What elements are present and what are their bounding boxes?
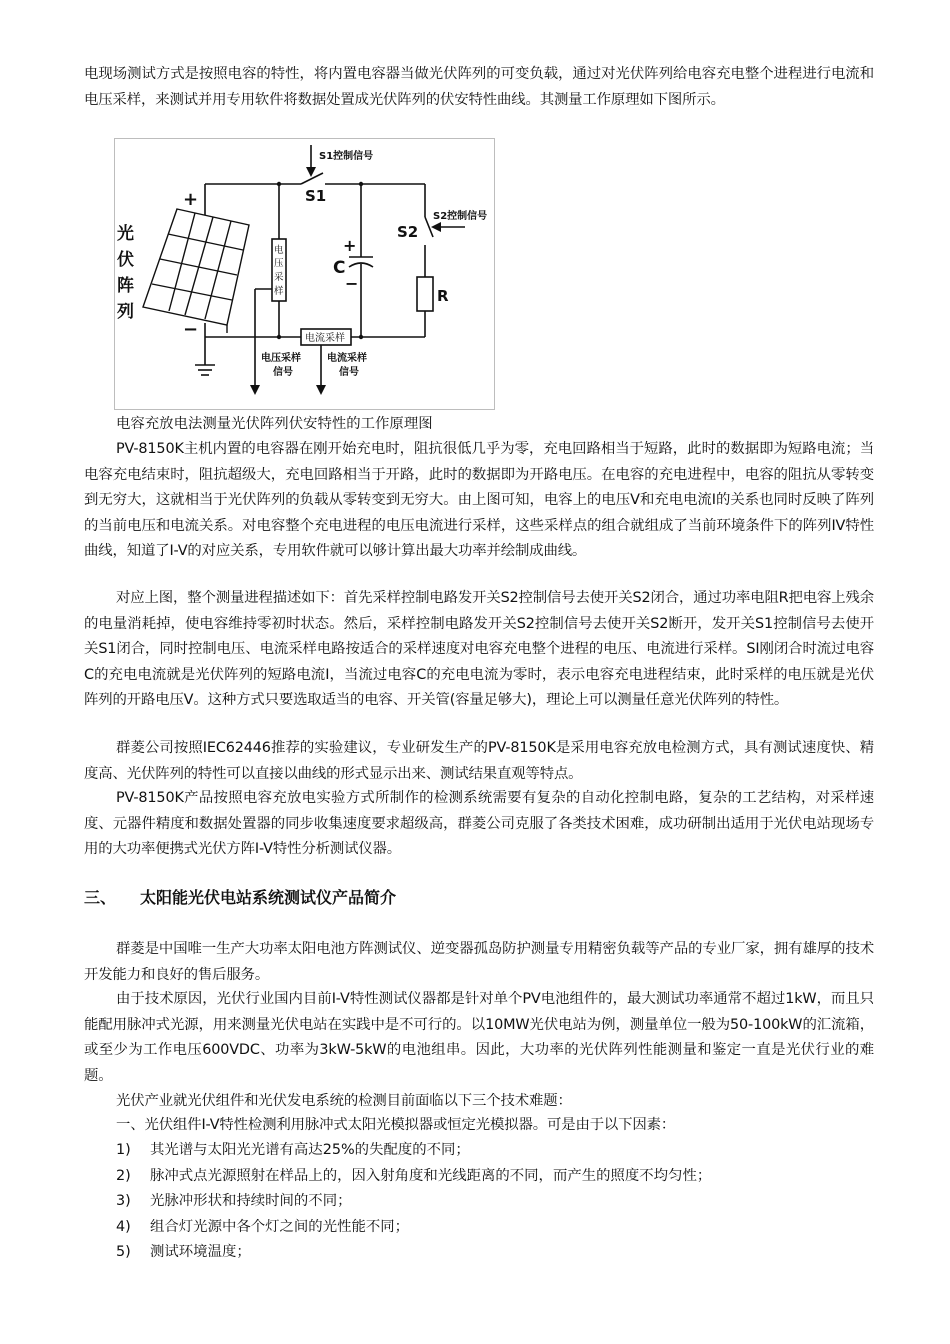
factor-list: [116, 1138, 711, 1266]
array-char-1: 光: [117, 224, 134, 244]
capacitor-plus-label: +: [343, 236, 357, 255]
section-title-a: 太阳能光伏电站系统测试仪: [140, 888, 333, 907]
voltage-signal-label-line1: 电压采样: [261, 353, 301, 364]
array-char-3: 阵: [117, 276, 134, 296]
list-item: 5) 测试环境温度；: [116, 1244, 251, 1260]
s2-label: S2: [397, 223, 419, 241]
voltage-sampling-char-2: 压: [274, 258, 284, 269]
section-number: 三、: [84, 888, 117, 907]
capacitor-minus-label: −: [345, 274, 359, 293]
paragraph-8: 一、光伏组件I-V特性检测利用脉冲式太阳光模拟器或恒定光模拟器。可是由于以下因素：: [116, 1117, 676, 1133]
paragraph-2: 对应上图，整个测量进程描述如下：首先采样控制电路发开关S2控制信号去使开关S2闭合，通过功率电阻R把电容上残余的电量消耗掉，使电容维持零初时状态。然后，采样控制电路发开关S2控制信号去使开关S2断开，发开关S1控制信号去使开关S1闭合，同时控制电压、电流采样电路按适合的采样速度对电容充电整个进程的电压、电流进行采样。SI刚闭合时流过电容C的充电电流就是光伏阵列的短路电流I，当流过电容C的充电电流为零时，表示电容充电进程结束，此时采样的电压就是光伏阵列的开路电压V。这种方式只要选取适当的电容、开关管(容量足够大)，理论上可以测量任意光伏阵列的特性。: [84, 590, 874, 708]
array-minus-label: −: [183, 319, 199, 340]
circuit-diagram: [114, 138, 495, 410]
section-title-b: 产品简介: [332, 888, 397, 907]
array-char-2: 伏: [117, 250, 134, 270]
paragraph-5: 群菱是中国唯一生产大功率太阳电池方阵测试仪、逆变器孤岛防护测量专用精密负载等产品的专业厂家，拥有雄厚的技术开发能力和良好的售后服务。: [84, 941, 874, 983]
voltage-signal-label-line2: 信号: [273, 367, 293, 378]
capacitor-label: C: [333, 258, 346, 278]
s2-arrow-head: [431, 222, 441, 232]
paragraph-6: 由于技术原因，光伏行业国内目前I-V特性测试仪器都是针对单个PV电池组件的，最大测试功率通常不超过1kW，而且只能配用脉冲式光源，用来测量光伏电站在实践中是不可行的。以10MW光伏电站为例，测量单位一般为50-100kW的汇流箱，或至少为工作电压600VDC、功率为3kW-5kW的电池组串。因此，大功率的光伏阵列性能测量和鉴定一直是光伏行业的难题。: [84, 991, 874, 1084]
voltage-sampling-char-1: 电: [274, 245, 284, 256]
paragraph-1: PV-8150K主机内置的电容器在刚开始充电时，阻抗很低几乎为零，充电回路相当于短路，此时的数据即为短路电流；当电容充电结束时，阻抗超级大，充电回路相当于开路，此时的数据即为开路电压。在电容的充电进程中，电容的阻抗从零转变到无穷大，这就相当于光伏阵列的负载从零转变到无穷大。由上图可知，电容上的电压V和充电电流I的关系也同时反映了阵列的当前电压和电流关系。对电容整个充电进程的电压电流进行采样，这些采样点的组合就组成了当前环境条件下的阵列IV特性曲线，知道了I-V的对应关系，专用软件就可以够计算出最大功率并绘制成曲线。: [84, 441, 874, 559]
intro-paragraph: 电现场测试方式是按照电容的特性，将内置电容器当做光伏阵列的可变负载，通过对光伏阵列给电容充电整个进程进行电流和电压采样，来测试并用专用软件将数据处置成光伏阵列的伏安特性曲线。其测量工作原理如下图所示。: [84, 66, 874, 108]
voltage-sampling-char-4: 样: [274, 286, 284, 297]
list-item: 3) 光脉冲形状和持续时间的不同；: [116, 1193, 352, 1209]
s1-arrow-head: [306, 167, 316, 177]
voltage-sampling-char-3: 采: [274, 272, 284, 283]
s1-label: S1: [305, 187, 327, 205]
solar-panel: [143, 209, 249, 333]
paragraph-7: 光伏产业就光伏组件和光伏发电系统的检测目前面临以下三个技术难题：: [116, 1093, 572, 1109]
current-signal-label-line1: 电流采样: [327, 353, 367, 364]
array-char-4: 列: [117, 302, 134, 322]
circuit-svg: [115, 139, 496, 411]
s2-signal-label: S2控制信号: [433, 211, 488, 222]
list-item: 4) 组合灯光源中各个灯之间的光性能不同；: [116, 1218, 410, 1235]
voltage-signal-arrow: [250, 385, 260, 395]
paragraph-4: PV-8150K产品按照电容充放电实验方式所制作的检测系统需要有复杂的自动化控制电路，复杂的工艺结构，对采样速度、元器件精度和数据处置器的同步收集速度要求超级高，群菱公司克服了各类技术困难，成功研制出适用于光伏电站现场专用的大功率便携式光伏方阵I-V特性分析测试仪器。: [84, 790, 874, 857]
list-item: 1) 其光谱与太阳光光谱有高达25%的失配度的不同；: [116, 1142, 470, 1158]
figure-caption: 电容充放电法测量光伏阵列伏安特性的工作原理图: [116, 416, 433, 432]
current-signal-arrow: [316, 385, 326, 395]
list-item: 2) 脉冲式点光源照射在样品上的，因入射角度和光线距离的不同，而产生的照度不均匀性；: [116, 1167, 712, 1184]
s1-signal-label: S1控制信号: [319, 151, 374, 162]
current-signal-label-line2: 信号: [339, 367, 359, 378]
paragraph-3: 群菱公司按照IEC62446推荐的实验建议，专业研发生产的PV-8150K是采用电容充放电检测方式，具有测试速度快、精度高、光伏阵列的特性可以直接以曲线的形式显示出来、测试结果直观等特点。: [84, 740, 874, 782]
section-heading: [84, 886, 396, 910]
array-plus-label: +: [183, 189, 199, 210]
resistor-label: R: [437, 287, 449, 305]
current-sampling-label: 电流采样: [305, 333, 345, 344]
